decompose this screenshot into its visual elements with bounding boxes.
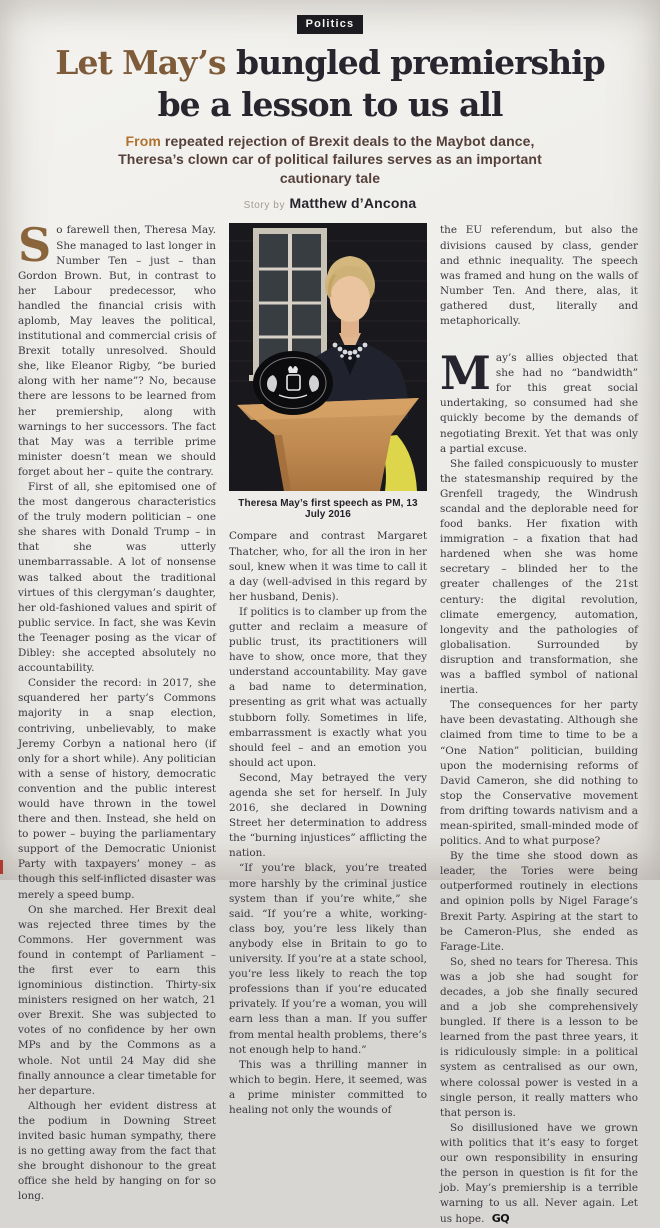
article-paragraph: If politics is to clamber up from the gutter and reclaim a measure of public trust, its practitioners will have to show, once more, that they understand accountability. May gave a bad name to determination, presenting as grit what was actually stubborn folly. Sometimes in life, embarrassment is exactly what you should feel – and an emotion you should act upon. (229, 605, 427, 769)
article-header (0, 14, 660, 213)
article-column-2-text (229, 529, 427, 1118)
headline-accent: Let May’s (55, 43, 226, 82)
article-paragraph: First of all, she epitomised one of the most dangerous characteristics of the truly modern politician – one she shares with Donald Trump – in that she was utterly unembarrassable. A lot of nonsense was talked about the traditional virtues of this clergyman’s daughter, her old-fashioned values and spirit of public service. In fact, she was Kevin the Teenager posing as the vicar of Dibley: she accepted absolutely no accountability. (18, 481, 216, 675)
article-paragraph: So disillusioned have we grown with politics that it’s easy to forget our own responsibility in ensuring the person in question is fit for the job. May’s premiership is a terrible warning to us all. Never again. Let us hope. GQ (440, 1121, 638, 1226)
byline-author: Matthew d’Ancona (289, 195, 417, 212)
headline-rest: bungled premiership (225, 43, 605, 82)
article-paragraph: On she marched. Her Brexit deal was rejected three times by the Commons. Her government was found in contempt of Parliament – the first ever to earn this ignominious distinction. Thirty-six ministers resigned on her watch, 21 over Brexit. She was subjected to votes of no confidence by her own MPs and by the Commons as a whole. Not until 24 May did she finally announce a clear timetable for her departure. (18, 903, 216, 1097)
article-paragraph: Consider the record: in 2017, she squandered her party’s Commons majority in a snap election, contriving, unbelievably, to make Jeremy Corbyn a national hero (if only for a short while). Any politician with a sense of history, democratic convention and the public interest would have thrown in the towel there and then. Instead, she held on to power – buying the parliamentary support of the Democratic Unionist Party with taxpayers’ money – as though this self-inflicted disaster was merely a speed bump. (18, 677, 216, 901)
article-photo (229, 223, 427, 520)
drop-cap: M (440, 346, 491, 401)
headline-line2: be a lesson to us all (157, 85, 503, 124)
headline-line1 (55, 43, 605, 82)
article-paragraph: Compare and contrast Margaret Thatcher, who, for all the iron in her soul, knew when it was time to call it a day (well-advised in this regard by her husband, Denis). (229, 530, 427, 603)
standfirst-rest: repeated rejection of Brexit deals to the Maybot dance, Theresa’s clown car of political failures serves as an important cautionary tale (118, 133, 542, 186)
article-column-3 (440, 223, 638, 1227)
standfirst (95, 132, 565, 187)
article-column-1 (18, 218, 216, 1227)
article-paragraph: Second, May betrayed the very agenda she set for herself. In July 2016, she declared in Downing Street her determination to address the “burning injustices” afflicting the nation. (229, 771, 427, 860)
article-paragraph: May’s allies objected that she had no “bandwidth” for this great social undertaking, so consumed had she quickly become by the demands of negotiating Brexit. Yet that was only a partial excuse. (440, 346, 638, 455)
byline-prefix: Story by (243, 200, 286, 212)
royal-crest-icon (253, 351, 333, 415)
article-paragraph: So farewell then, Theresa May. She managed to last longer in Number Ten – just – than Gordon Brown. But, in contrast to her Labour predecessor, who handled the financial crisis with aplomb, May leaves the political, institutional and commercial crisis of Brexit totally unresolved. Should she, like Eleanor Rigby, “be buried along with her name”? No, because there are lessons to be learned from her premiership, along with warnings to her successors. The fact that May was a terrible prime minister doesn’t mean we should forget about her – quite the contrary. (18, 218, 216, 478)
byline (0, 195, 660, 213)
section-kicker-badge: Politics (297, 15, 364, 34)
page-edge-mark (0, 860, 3, 874)
theresa-may-podium-photo (229, 223, 427, 491)
article-column-2 (229, 223, 427, 1227)
article-paragraph: The consequences for her party have been devastating. Although she claimed from time to time to be a “One Nation” politician, building upon the modernising reforms of David Cameron, she did nothing to stop the Conservative movement from drifting towards nativism and a mean-spirited, small-minded mode of politics. And to what purpose? (440, 699, 638, 848)
article-paragraph: Although her evident distress at the podium in Downing Street invited basic human sympathy, there is no getting away from the fact that she brought dishonour to the great office she held by hanging on for so long. (18, 1099, 216, 1203)
article-paragraph: the EU referendum, but also the divisions caused by class, gender and ethnic inequality. The speech was framed and hung on the walls of Number Ten. And there, alas, it gathered dust, literally and metaphorically. (440, 224, 638, 327)
photo-caption: Theresa May’s first speech as PM, 13 July 2016 (238, 498, 418, 521)
article-paragraph: This was a thrilling manner in which to begin. Here, it seemed, was a prime minister committed to healing not only the wounds of (229, 1058, 427, 1116)
face (330, 276, 370, 322)
article-paragraph: By the time she stood down as leader, the Tories were being outperformed routinely in elections and opinion polls by Nigel Farage’s Brexit Party. Aspiring at the start to be Cameron-Plus, she ended as Farage-Lite. (440, 850, 638, 953)
article-paragraph: So, shed no tears for Theresa. This was a job she had sought for decades, a job she finally secured and a job she comprehensively bungled. If there is a lesson to be learned from the past three years, it is ridiculously simple: in a political system as centralised as our own, where colossal power is vested in a single person, it really matters who that person is. (440, 955, 638, 1119)
article-paragraph: “If you’re black, you’re treated more harshly by the criminal justice system than if you’re white,” she said. “If you’re a white, working-class boy, you’re less likely than anybody else in Britain to go to university. If you’re at a state school, you’re less likely to reach the top professions than if you’re educated privately. If you’re a woman, you will earn less than a man. If you suffer from mental health problems, there’s not enough help to hand.” (229, 862, 427, 1056)
gq-endmark-icon: GQ (491, 1212, 510, 1226)
article-paragraph: She failed conspicuously to muster the statesmanship required by the Grenfell tragedy, the Windrush scandal and the deplorable need for food banks. Her fixation with immigration – a fixation that had hardened when she was home secretary – blinded her to the greater challenges of the 21st century: the digital revolution, climate emergency, automation, longevity and the pathologies of globalisation. Surrounded by disruption and transformation, she was a baffled symbol of national inertia. (440, 457, 638, 697)
article-body (0, 218, 660, 1227)
drop-cap: S (18, 218, 52, 273)
article-headline (0, 42, 660, 126)
standfirst-accent: From (125, 133, 161, 149)
